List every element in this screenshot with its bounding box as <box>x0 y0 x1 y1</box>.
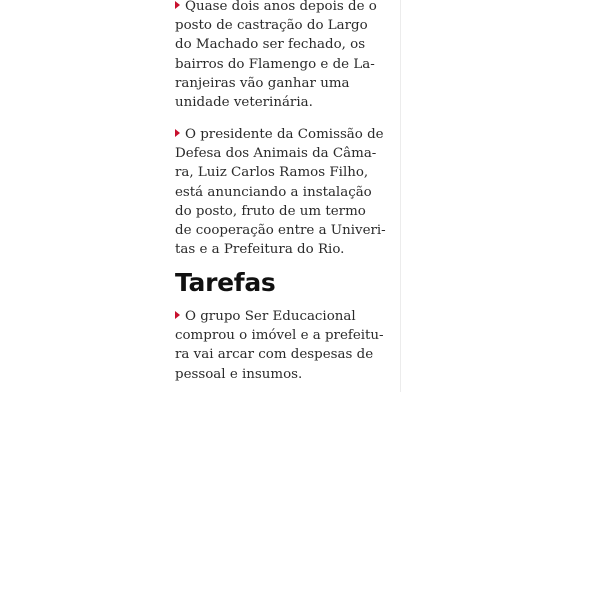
paragraph-line: bairros do Flamengo e de La- <box>175 56 375 72</box>
paragraph-line: tas e a Prefeitura do Rio. <box>175 242 345 258</box>
paragraph-line: Defesa dos Animais da Câma- <box>175 146 377 162</box>
section-heading: Tarefas <box>175 268 276 297</box>
paragraph-line: do posto, fruto de um termo <box>175 203 366 219</box>
paragraph-line: unidade veterinária. <box>175 95 313 111</box>
paragraph-line: está anunciando a instalação <box>175 184 372 200</box>
paragraph-line: O presidente da Comissão de <box>175 125 386 144</box>
paragraph-line: O grupo Ser Educacional <box>175 307 384 326</box>
article-paragraph-3 <box>175 307 384 384</box>
article-paragraph-2 <box>175 125 386 259</box>
paragraph-line: ra vai arcar com despesas de <box>175 347 374 363</box>
red-triangle-bullet-icon <box>175 129 180 137</box>
paragraph-line: do Machado ser fechado, os <box>175 37 366 53</box>
red-triangle-bullet-icon <box>175 311 180 319</box>
paragraph-line: de cooperação entre a Univeri- <box>175 223 386 239</box>
paragraph-line: ranjeiras vão ganhar uma <box>175 75 350 91</box>
column-divider <box>400 0 401 392</box>
paragraph-line: ra, Luiz Carlos Ramos Filho, <box>175 165 369 181</box>
article-paragraph-1 <box>175 0 377 112</box>
paragraph-line: posto de castração do Largo <box>175 18 368 34</box>
paragraph-line: pessoal e insumos. <box>175 366 303 382</box>
paragraph-line: Quase dois anos depois de o <box>175 0 377 16</box>
paragraph-line: comprou o imóvel e a prefeitu- <box>175 328 384 344</box>
red-triangle-bullet-icon <box>175 1 180 9</box>
